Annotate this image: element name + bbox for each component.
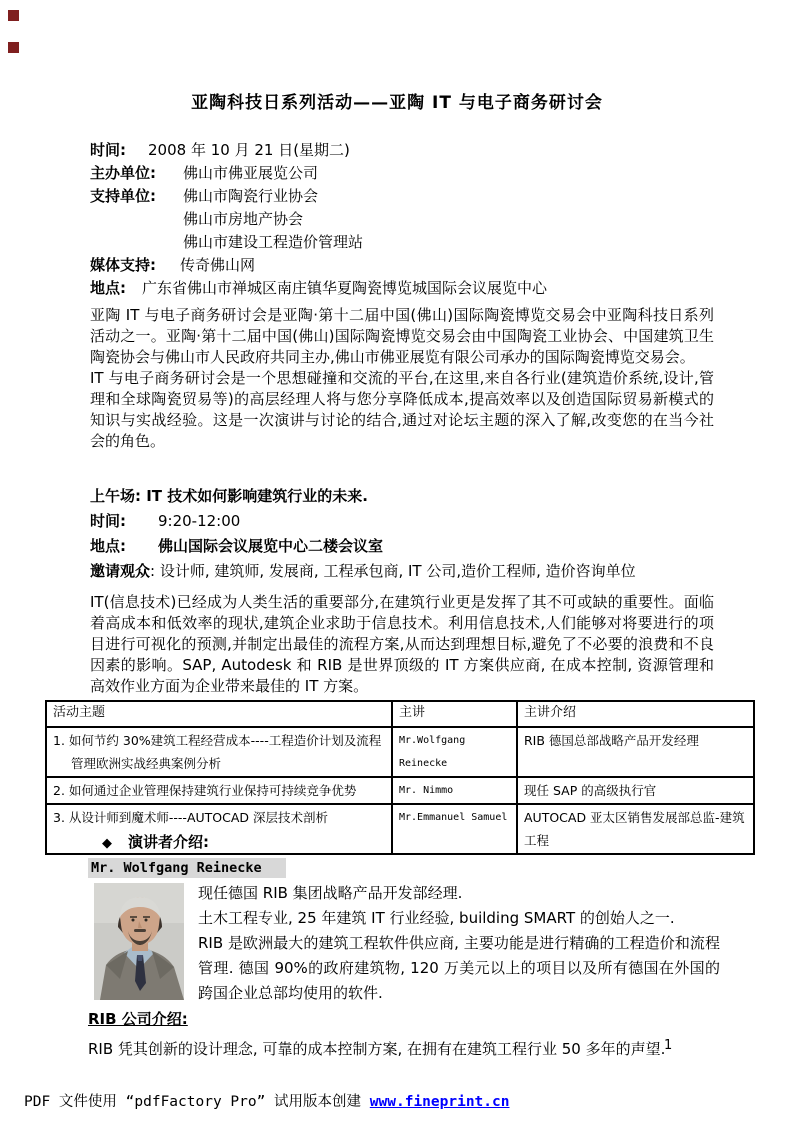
info-line-time: [90, 139, 744, 162]
fineprint-link[interactable]: www.fineprint.cn: [369, 1094, 510, 1110]
speaker-section-title: [102, 831, 720, 852]
agenda-speaker: Mr.Emmanuel Samuel: [392, 804, 517, 854]
col-header-speaker: 主讲: [392, 701, 517, 727]
table-row: [46, 777, 754, 804]
pdf-factory-footer: [24, 1090, 509, 1111]
session-venue-label: 地点:: [90, 537, 126, 555]
session-audience-line: [90, 559, 754, 584]
footer-text: PDF 文件使用 “pdfFactory Pro” 试用版本创建: [24, 1094, 370, 1110]
it-paragraph: IT(信息技术)已经成为人类生活的重要部分,在建筑行业更是发挥了其不可或缺的重要性。面临着高成本和低效率的现状,建筑企业求助于信息技术。利用信息技术,人们能够对将要进行的项目进行可视化的预测,并制定出最佳的流程方案,从而达到理想目标,避免了不必要的浪费和不良因素的影响。SAP, Autodesk 和 RIB 是世界顶级的 IT 方案供应商, 在成本控制, 资源管理和高效作业方面为企业带来最佳的 IT 方案。: [90, 593, 714, 695]
info-label: 时间:: [90, 141, 126, 159]
speaker-name-badge: Mr. Wolfgang Reinecke: [88, 858, 286, 878]
session-venue-line: [90, 534, 754, 559]
session-time-value: 9:20-12:00: [158, 512, 241, 530]
session-audience-label: 邀请观众: [90, 562, 151, 580]
speaker-bio: [88, 881, 720, 1033]
session-time-label: 时间:: [90, 512, 126, 530]
info-value: 2008 年 10 月 21 日(星期二): [148, 141, 350, 159]
diamond-bullet-icon: ◆: [102, 836, 112, 851]
agenda-speaker-intro: 现任 SAP 的高级执行官: [517, 777, 754, 804]
col-header-topic: 活动主题: [46, 701, 392, 727]
info-value: 佛山市建设工程造价管理站: [183, 233, 364, 251]
agenda-speaker: Mr. Nimmo: [392, 777, 517, 804]
session-venue-value: 佛山国际会议展览中心二楼会议室: [158, 537, 384, 555]
agenda-speaker-intro: AUTOCAD 亚太区销售发展部总监-建筑工程: [517, 804, 754, 854]
intro-paragraphs: [90, 305, 714, 452]
info-line-venue: [90, 277, 744, 300]
intro-paragraph-2: IT 与电子商务研讨会是一个思想碰撞和交流的平台,在这里,来自各行业(建筑造价系统,设计,管理和全球陶瓷贸易等)的高层经理人将与您分享降低成本,提高效率以及创造国际贸易新模式的知识与实战经验。这是一次演讲与讨论的结合,通过对论坛主题的深入了解,改变您的在当今社会的角色。: [90, 369, 714, 450]
rib-company-line: RIB 凭其创新的设计理念, 可靠的成本控制方案, 在拥有在建筑工程行业 50 多年的声望.: [88, 1040, 666, 1058]
rib-company-heading: RIB 公司介绍:: [88, 1010, 188, 1028]
page-number: 1: [664, 1038, 673, 1053]
page-title: 亚陶科技日系列活动——亚陶 IT 与电子商务研讨会: [191, 93, 603, 113]
info-line-organizer: [90, 162, 744, 185]
info-label: 地点:: [90, 279, 126, 297]
table-header-row: [46, 701, 754, 727]
speaker-bio-line3: RIB 是欧洲最大的建筑工程软件供应商, 主要功能是进行精确的工程造价和流程管理. 德国 90%的政府建筑物, 120 万美元以上的项目以及所有德国在外国的跨国企业总部均使用的软件.: [198, 934, 720, 1002]
info-value: 广东省佛山市禅城区南庄镇华夏陶瓷博览城国际会议展览中心: [142, 279, 548, 297]
red-marker-icon: [8, 10, 19, 21]
info-label: 支持单位:: [90, 187, 156, 205]
info-line-supporter: [90, 208, 744, 231]
intro-paragraph-1: 亚陶 IT 与电子商务研讨会是亚陶·第十二届中国(佛山)国际陶瓷博览交易会中亚陶科技日系列活动之一。亚陶·第十二届中国(佛山)国际陶瓷博览交易会由中国陶瓷工业协会、中国建筑卫生陶瓷协会与佛山市人民政府共同主办,佛山市佛亚展览有限公司承办的国际陶瓷博览交易会。: [90, 306, 714, 366]
session-audience-value: : 设计师, 建筑师, 发展商, 工程承包商, IT 公司,造价工程师, 造价咨询单位: [150, 562, 636, 580]
speaker-bio-line1: 现任德国 RIB 集团战略产品开发部经理.: [198, 884, 463, 902]
agenda-topic: 1. 如何节约 30%建筑工程经营成本----工程造价计划及流程管理欧洲实战经典案例分析: [53, 733, 382, 771]
info-line-supporter: [90, 185, 744, 208]
info-value: 佛山市房地产协会: [183, 210, 304, 228]
info-line-media: [90, 254, 744, 277]
info-label: 媒体支持:: [90, 256, 156, 274]
table-row: [46, 727, 754, 777]
agenda-topic: 3. 从设计师到魔术师----AUTOCAD 深层技术剖析: [53, 810, 328, 825]
speaker-intro-section: [88, 831, 720, 1062]
info-line-supporter: [90, 231, 744, 254]
session-time-line: [90, 509, 754, 534]
info-value: 佛山市陶瓷行业协会: [183, 187, 319, 205]
agenda-speaker: Mr.Wolfgang Reinecke: [392, 727, 517, 777]
info-label: 主办单位:: [90, 164, 156, 182]
session-title: 上午场: IT 技术如何影响建筑行业的未来.: [90, 487, 368, 505]
speaker-photo: [94, 883, 184, 1000]
morning-session-block: [90, 484, 754, 584]
info-value: 传奇佛山网: [180, 256, 256, 274]
speaker-bio-line2: 土木工程专业, 25 年建筑 IT 行业经验, building SMART 的创始人之一.: [198, 909, 675, 927]
event-info-block: [90, 139, 744, 300]
agenda-speaker-intro: RIB 德国总部战略产品开发经理: [517, 727, 754, 777]
col-header-speaker-intro: 主讲介绍: [517, 701, 754, 727]
info-value: 佛山市佛亚展览公司: [183, 164, 319, 182]
speaker-section-title-text: 演讲者介绍:: [128, 833, 209, 851]
agenda-topic: 2. 如何通过企业管理保持建筑行业保持可持续竞争优势: [53, 783, 357, 798]
red-marker-icon: [8, 42, 19, 53]
